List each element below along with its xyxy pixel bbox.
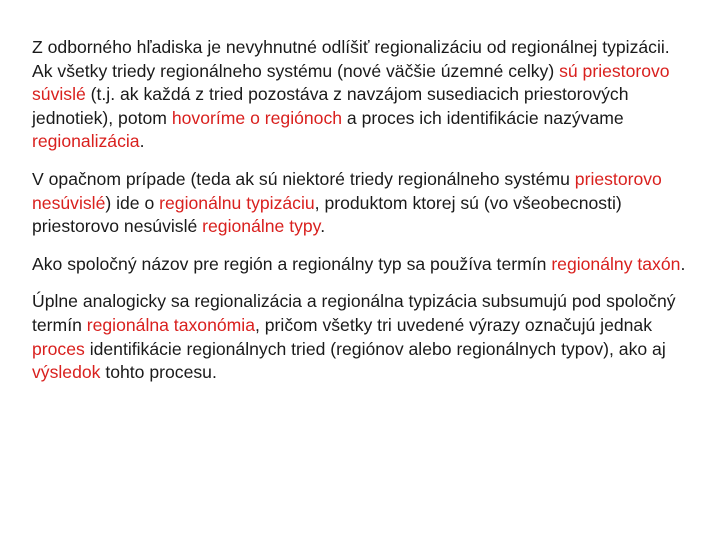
- highlight-term: regionálny taxón: [551, 253, 681, 274]
- text-segment: ) ide o: [105, 192, 160, 213]
- text-segment: V opačnom prípade (teda ak sú niektoré triedy regionálneho systému: [32, 168, 575, 189]
- text-body: [32, 36, 692, 399]
- highlight-term: regionálna taxonómia: [86, 314, 255, 335]
- text-segment: , pričom všetky tri uvedené výrazy označujú jednak: [254, 314, 653, 335]
- highlight-term: regionálne typy: [202, 216, 321, 237]
- text-segment: .: [139, 131, 145, 152]
- highlight-term: regionálnu typizáciu: [159, 192, 315, 213]
- highlight-term: proces: [32, 338, 85, 359]
- paragraph-regionalization: [32, 36, 692, 154]
- highlight-term: regionalizácia: [32, 131, 140, 152]
- paragraph-taxon: [32, 253, 692, 277]
- text-segment: (t.j. ak každá z tried pozostáva z navzájom susediacich priestorových jednotiek), potom: [32, 84, 629, 128]
- highlight-term: priestorovo nesúvislé: [32, 168, 662, 213]
- paragraph-taxonomy: [32, 290, 692, 384]
- text-segment: Úplne analogicky sa regionalizácia a regionálna typizácia subsumujú pod spoločný termín: [32, 291, 676, 335]
- text-segment: .: [320, 216, 326, 237]
- highlight-term: výsledok: [32, 362, 101, 383]
- text-segment: Ako spoločný názov pre región a regionálny typ sa používa termín: [32, 253, 552, 274]
- text-segment: Z odborného hľadiska je nevyhnutné odlíšiť regionalizáciu od regionálnej typizácii. Ak všetky triedy regionálneho systému (nové väčšie územné celky): [32, 37, 670, 81]
- highlight-term: sú priestorovo súvislé: [32, 60, 670, 105]
- text-segment: , produktom ktorej sú (vo všeobecnosti) priestorovo nesúvislé: [32, 192, 622, 237]
- paragraph-typization: [32, 168, 692, 239]
- highlight-term: hovoríme o regiónoch: [171, 107, 343, 128]
- text-segment: .: [680, 253, 686, 274]
- text-segment: a proces ich identifikácie nazývame: [342, 107, 624, 128]
- text-segment: tohto procesu.: [100, 362, 217, 383]
- text-segment: identifikácie regionálnych tried (regiónov alebo regionálnych typov), ako aj: [84, 338, 666, 359]
